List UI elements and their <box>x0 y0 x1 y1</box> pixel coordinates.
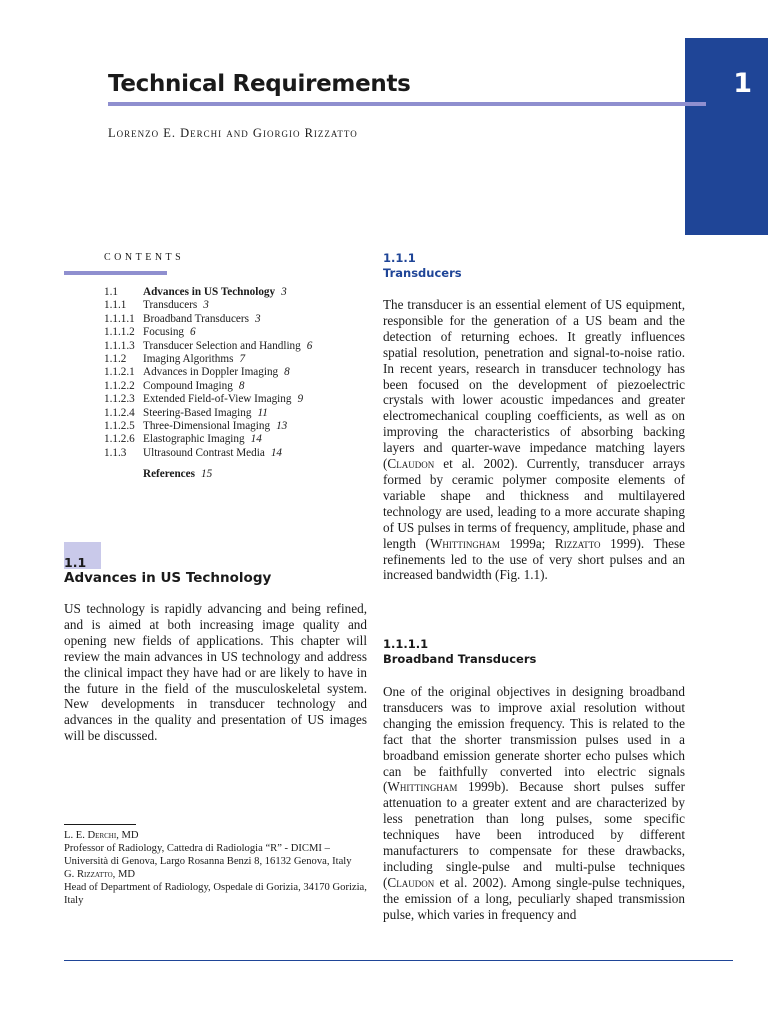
footnote-author-1-degree: , MD <box>116 830 139 841</box>
toc-item-page: 9 <box>297 393 304 406</box>
toc-item-title: Compound Imaging <box>143 379 233 392</box>
section-title: Advances in US Technology <box>64 570 272 586</box>
title-rule <box>108 102 706 106</box>
toc-item-title: Extended Field-of-View Imaging <box>143 393 292 406</box>
toc-item[interactable] <box>104 353 344 366</box>
footnote-author-2-name: G. Rizzatto <box>64 869 113 881</box>
toc-item[interactable] <box>104 286 344 299</box>
text-run: 1999a; <box>499 535 555 551</box>
toc-item-number: 1.1.1.1 <box>104 312 135 325</box>
toc-item-number: 1.1.2.3 <box>104 393 135 406</box>
toc-item-title: Advances in Doppler Imaging <box>143 366 279 379</box>
toc-item-number: 1.1.2 <box>104 352 127 365</box>
toc-item-page: 14 <box>250 433 262 446</box>
subsection-number: 1.1.1 <box>383 251 416 265</box>
toc-item-page: 6 <box>306 339 313 352</box>
author-footnotes <box>64 829 369 908</box>
toc-item[interactable] <box>104 447 344 460</box>
toc-item-title: Elastographic Imaging <box>143 433 245 446</box>
text-run: et al. 2002). Among single-pulse techniques, the emission of a long, peculiarly shaped transmission pulse, which varies in frequency and <box>383 874 685 922</box>
toc-item[interactable] <box>104 393 344 406</box>
toc-item-number: 1.1.2.2 <box>104 379 135 392</box>
toc-item[interactable] <box>104 326 344 339</box>
toc-item-page: 8 <box>284 366 290 379</box>
citation[interactable]: Whittingham <box>387 779 458 795</box>
toc-item-page: 3 <box>281 286 287 298</box>
section-paragraph: US technology is rapidly advancing and being refined, and is aimed at both increasing image quality and opening new fields of applications. This chapter will review the main advances in US technology and address the clinical impact they have had or are likely to have in the future in the field of the musculoskeletal system. New developments in transducer technology and advances in the quality and presentation of US images will be discussed. <box>64 601 367 744</box>
toc-item[interactable] <box>104 299 344 312</box>
toc-item[interactable] <box>104 366 344 379</box>
footnote-author-1-name: L. E. Derchi <box>64 830 117 841</box>
toc-references-page: 15 <box>200 468 213 480</box>
toc-item-page: 13 <box>276 419 288 432</box>
subsubsection-paragraph <box>383 684 685 923</box>
subsection-title: Transducers <box>383 266 462 280</box>
toc-item[interactable] <box>104 433 344 446</box>
text-run: The transducer is an essential element of US equipment, responsible for the generation of a US beam and the detection of returning echoes. It greatly influences spatial resolution, penetration and signal-to-noise ratio. In recent years, research in transducer technology has been focused on the development of piezoelectric crystals with lower acoustic impedances and greater electromechanical coupling coefficients, as well as on improving the characteristics of absorbing backing layers and quarter-wave impedance matching layers ( <box>383 297 685 472</box>
toc-item-title: Focusing <box>143 326 185 339</box>
toc-references[interactable] <box>143 468 212 480</box>
chapter-number: 1 <box>733 68 752 99</box>
toc-item-number: 1.1.2.1 <box>104 366 135 379</box>
toc-item-number: 1.1.1.2 <box>104 326 135 339</box>
text-run: 1999b). Because short pulses suffer attenuation to a greater extent and are characterized by less penetration than long pulses, some specific techniques have been introduced by different manufacturers to compensate for these drawbacks, including single-pulse and multi-pulse techniques ( <box>383 779 685 890</box>
toc-item-page: 14 <box>270 446 282 459</box>
toc-item-page: 3 <box>254 312 261 325</box>
chapter-title: Technical Requirements <box>108 71 411 97</box>
citation[interactable]: Rizzatto <box>554 535 601 551</box>
toc-item-page: 8 <box>238 379 245 392</box>
toc-item-number: 1.1.2.4 <box>104 406 135 419</box>
footnote-affiliation-1: Professor of Radiology, Cattedra di Radiologia “R” - DICMI – Università di Genova, Largo Rosanna Benzi 8, 16132 Genova, Italy <box>64 843 352 868</box>
page-bottom-rule <box>64 960 733 961</box>
toc-item-title: Three-Dimensional Imaging <box>143 419 271 432</box>
chapter-authors: Lorenzo E. Derchi and Giorgio Rizzatto <box>108 126 358 140</box>
citation[interactable]: Claudon <box>387 874 435 890</box>
toc-item[interactable] <box>104 380 344 393</box>
toc-item-page: 11 <box>257 406 268 419</box>
table-of-contents <box>104 286 344 460</box>
toc-item[interactable] <box>104 340 344 353</box>
footnote-author-2 <box>64 868 369 881</box>
toc-references-title: References <box>143 468 195 480</box>
toc-item[interactable] <box>104 420 344 433</box>
toc-item-number: 1.1.1.3 <box>104 339 135 352</box>
contents-rule <box>64 271 167 275</box>
citation[interactable]: Whittingham <box>429 535 500 551</box>
toc-item-number: 1.1.3 <box>104 446 127 459</box>
toc-item-title: Imaging Algorithms <box>143 352 234 365</box>
toc-item-page: 7 <box>239 352 246 365</box>
toc-item-number: 1.1.2.6 <box>104 433 135 446</box>
toc-item-title: Ultrasound Contrast Media <box>143 446 265 459</box>
toc-item-number: 1.1.1 <box>104 299 127 312</box>
text-run: One of the original objectives in designing broadband transducers was to improve axial resolution without changing the emission frequency. This is related to the fact that the shorter transmission pulses used in a broadband emission generate shorter echo pulses which can be faithfully converted into electric signals ( <box>383 684 685 795</box>
footnote-author-1 <box>64 829 369 842</box>
subsubsection-number: 1.1.1.1 <box>383 637 429 651</box>
subsubsection-title: Broadband Transducers <box>383 652 537 666</box>
citation[interactable]: Claudon <box>387 456 435 472</box>
text-run: 1999). These refinements led to the use of very short pulses and an increased bandwidth (Fig. 1.1). <box>383 535 685 583</box>
text-run: et al. 2002). Currently, transducer arrays formed by ceramic polymer composite elements of variable shape and thickness and multilayered technology are used, leading to a more accurate shaping of US pulses in terms of frequency, amplitude, phase and length ( <box>383 456 685 551</box>
toc-item-title: Transducers <box>143 299 198 312</box>
contents-heading: CONTENTS <box>104 252 185 263</box>
chapter-number-tab <box>685 38 768 235</box>
footnote-affiliation-2: Head of Department of Radiology, Ospedale di Gorizia, 34170 Gorizia, Italy <box>64 882 367 907</box>
toc-item-title: Advances in US Technology <box>143 286 276 298</box>
toc-item-page: 3 <box>203 299 209 312</box>
footnote-rule <box>64 824 136 825</box>
toc-item-title: Broadband Transducers <box>143 312 249 325</box>
toc-item-number: 1.1.2.5 <box>104 419 135 432</box>
toc-item-title: Steering-Based Imaging <box>143 406 252 419</box>
toc-item[interactable] <box>104 407 344 420</box>
section-number: 1.1 <box>64 555 87 570</box>
toc-item-page: 6 <box>190 326 196 339</box>
footnote-author-2-degree: , MD <box>112 869 136 881</box>
toc-item[interactable] <box>104 313 344 326</box>
toc-item-title: Transducer Selection and Handling <box>143 339 301 352</box>
toc-item-number: 1.1 <box>104 286 118 298</box>
subsection-paragraph <box>383 297 685 583</box>
